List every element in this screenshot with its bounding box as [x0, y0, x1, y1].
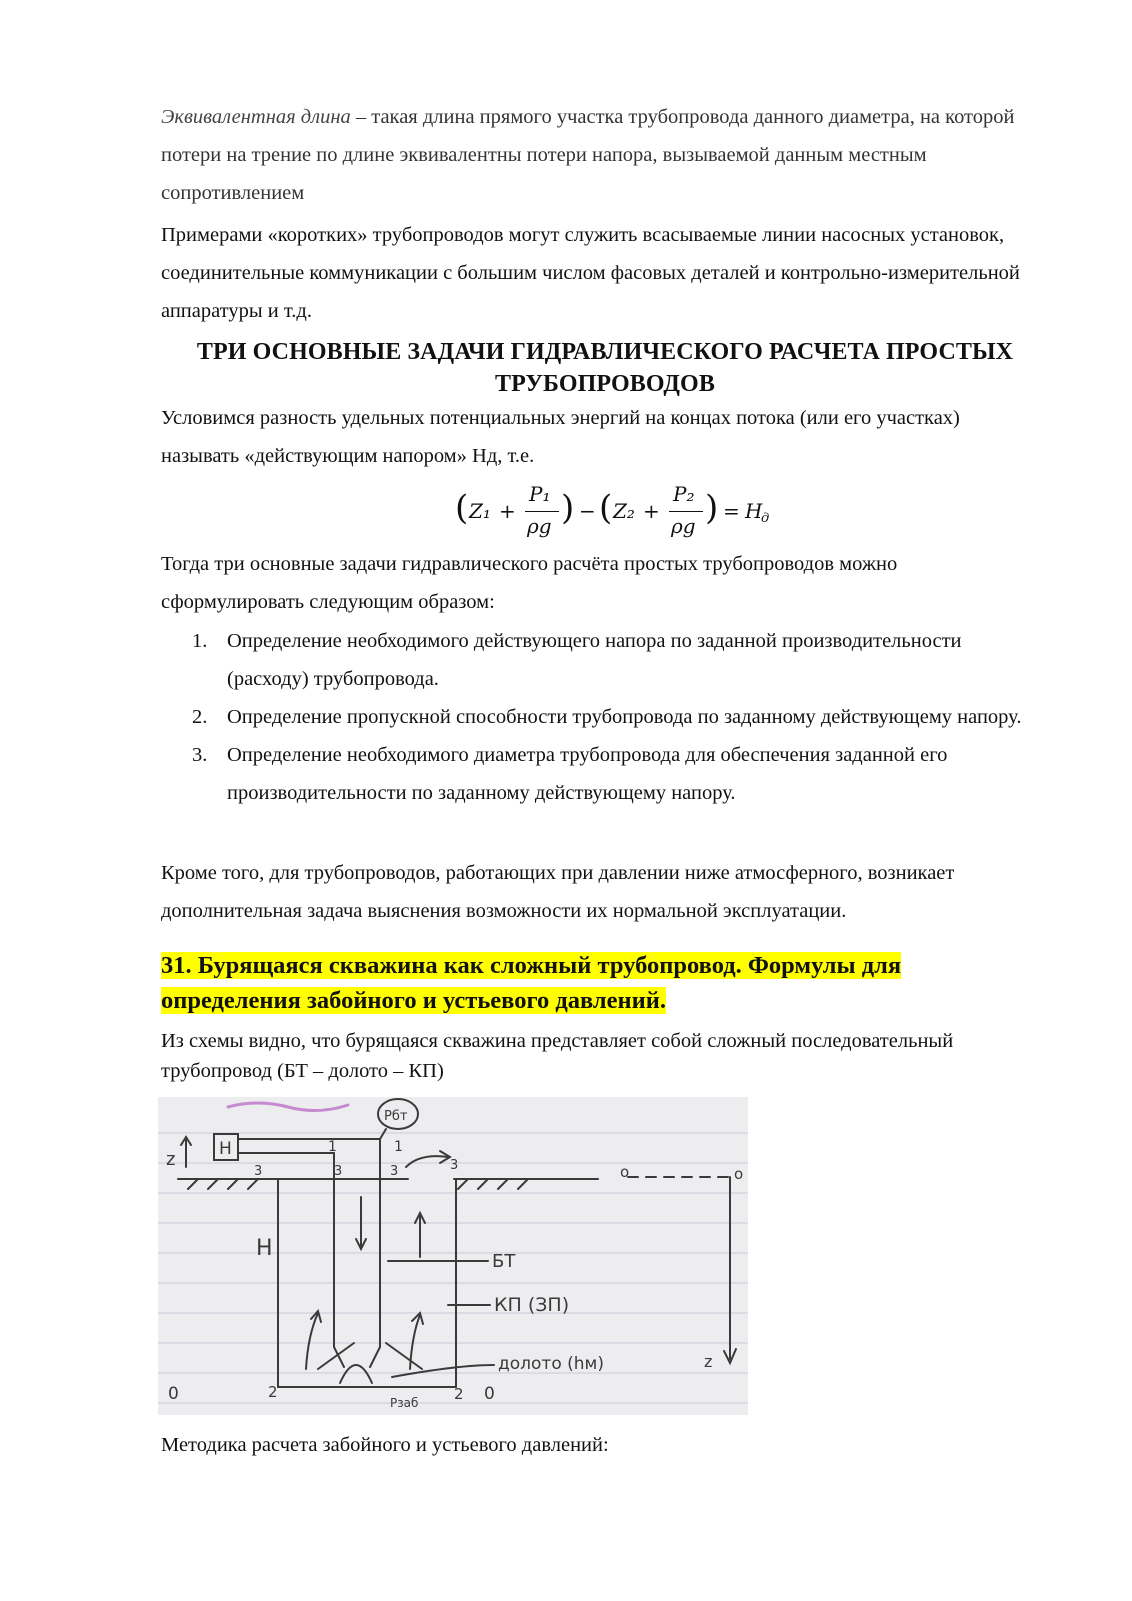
label-z-top: z [166, 1149, 176, 1170]
label-zero-bottom-b: 0 [484, 1384, 495, 1404]
formula-fraction-line-2 [669, 511, 703, 512]
formula-z2: Z₂ [613, 499, 635, 523]
ground-hatch-right [458, 1179, 528, 1189]
label-o-top-b: o [734, 1165, 744, 1183]
question-heading [161, 948, 1041, 1018]
section-heading: ТРИ ОСНОВНЫЕ ЗАДАЧИ ГИДРАВЛИЧЕСКОГО РАСЧЕТА ПРОСТЫХ ТРУБОПРОВОДОВ [196, 339, 1014, 397]
label-p-bt: Pбт [384, 1109, 408, 1124]
head-paragraph: Условимся разность удельных потенциальных энергий на концах потока (или его участках) называть «действующим напором» Нд, т.е. [161, 407, 960, 467]
formula-plus-2: + [643, 499, 660, 523]
label-three-d: 3 [450, 1158, 459, 1173]
method-paragraph: Методика расчета забойного и устьевого давлений: [161, 1434, 609, 1456]
doloto-leader [392, 1365, 494, 1377]
drill-pipe-left [334, 1153, 344, 1367]
formula-fraction-line-1 [525, 511, 559, 512]
formula-paren-close-1: ) [561, 488, 575, 528]
p-bt-leader [380, 1129, 386, 1139]
label-two-b: 2 [454, 1385, 464, 1403]
question-heading-highlight: 31. Бурящаяся скважина как сложный трубопровод. Формулы для определения забойного и устьевого давлений. [161, 952, 902, 1014]
definition-text: – такая длина прямого участка трубопровода данного диаметра, на которой потери на трение по длине эквивалентны потери напора, вызываемой данным местным сопротивлением [161, 106, 1015, 204]
label-three-b: 3 [334, 1164, 343, 1179]
list-item-number: 2. [192, 706, 208, 728]
formula-result-subscript: д [761, 511, 770, 526]
label-doloto: долото (hм) [498, 1354, 604, 1374]
label-three-c: 3 [390, 1164, 399, 1179]
formula-denominator-1: ρg [527, 514, 552, 538]
definition-paragraph [161, 98, 1041, 212]
well-diagram [158, 1097, 748, 1415]
label-h-depth: H [256, 1236, 273, 1261]
tasks-list [161, 622, 1041, 812]
label-z-bottom: z [704, 1352, 713, 1371]
label-one-a: 1 [328, 1139, 337, 1155]
scribble-mark [228, 1103, 348, 1111]
list-item-text: Определение необходимого действующего напора по заданной производительности (расходу) трубопровода. [227, 630, 962, 690]
list-item-number: 1. [192, 630, 208, 652]
notebook-ruling [158, 1133, 748, 1403]
formula-p2: P₂ [673, 482, 695, 506]
extra-paragraph: Кроме того, для трубопроводов, работающих при давлении ниже атмосферного, возникает дополнительная задача выяснения возможности их нормальной эксплуатации. [161, 862, 955, 922]
formula-result: H [745, 499, 763, 523]
label-kp: КП (ЗП) [494, 1294, 570, 1316]
list-item [161, 736, 1041, 812]
formula-p1: P₁ [529, 482, 551, 506]
formula-z1: Z₁ [469, 499, 491, 523]
list-item [161, 622, 1041, 698]
label-o-top-a: o [620, 1163, 630, 1181]
formula-minus: − [579, 499, 596, 523]
label-three-a: 3 [254, 1164, 263, 1179]
list-item-text: Определение необходимого диаметра трубопровода для обеспечения заданной его производительности по заданному действующему напору. [227, 744, 948, 804]
head-formula [455, 482, 775, 546]
label-bt: БТ [492, 1251, 516, 1272]
tasks-intro-paragraph: Тогда три основные задачи гидравлического расчёта простых трубопроводов можно сформулировать следующим образом: [161, 553, 898, 613]
label-zero-bottom-a: 0 [168, 1384, 179, 1404]
examples-paragraph: Примерами «коротких» трубопроводов могут служить всасываемые линии насосных установок, соединительные коммуникации с большим числом фасовых деталей и контрольно-измерительной аппаратуры и т.д. [161, 224, 1020, 322]
formula-paren-open-2: ( [599, 488, 613, 528]
list-item [161, 698, 1041, 736]
ground-hatch-left [188, 1179, 258, 1189]
bit-arc [340, 1365, 372, 1383]
formula-equals: = [723, 499, 740, 523]
definition-term: Эквивалентная длина [161, 106, 351, 128]
well-diagram-drawing [158, 1097, 748, 1415]
label-h-box: H [219, 1139, 232, 1159]
label-p-zab: Pзаб [390, 1396, 419, 1410]
annulus-flow-left-arrow [306, 1313, 318, 1369]
list-item-number: 3. [192, 744, 208, 766]
formula-paren-close-2: ) [705, 488, 719, 528]
formula-plus-1: + [499, 499, 516, 523]
well-diagram-labels [166, 1109, 743, 1410]
label-two-a: 2 [268, 1383, 278, 1401]
label-one-b: 1 [394, 1139, 403, 1155]
formula-denominator-2: ρg [671, 514, 696, 538]
formula-paren-open-1: ( [455, 488, 469, 528]
scheme-paragraph: Из схемы видно, что бурящаяся скважина представляет собой сложный последовательный трубопровод (БТ – долото – КП) [161, 1030, 954, 1082]
list-item-text: Определение пропускной способности трубопровода по заданному действующему напору. [227, 706, 1022, 728]
